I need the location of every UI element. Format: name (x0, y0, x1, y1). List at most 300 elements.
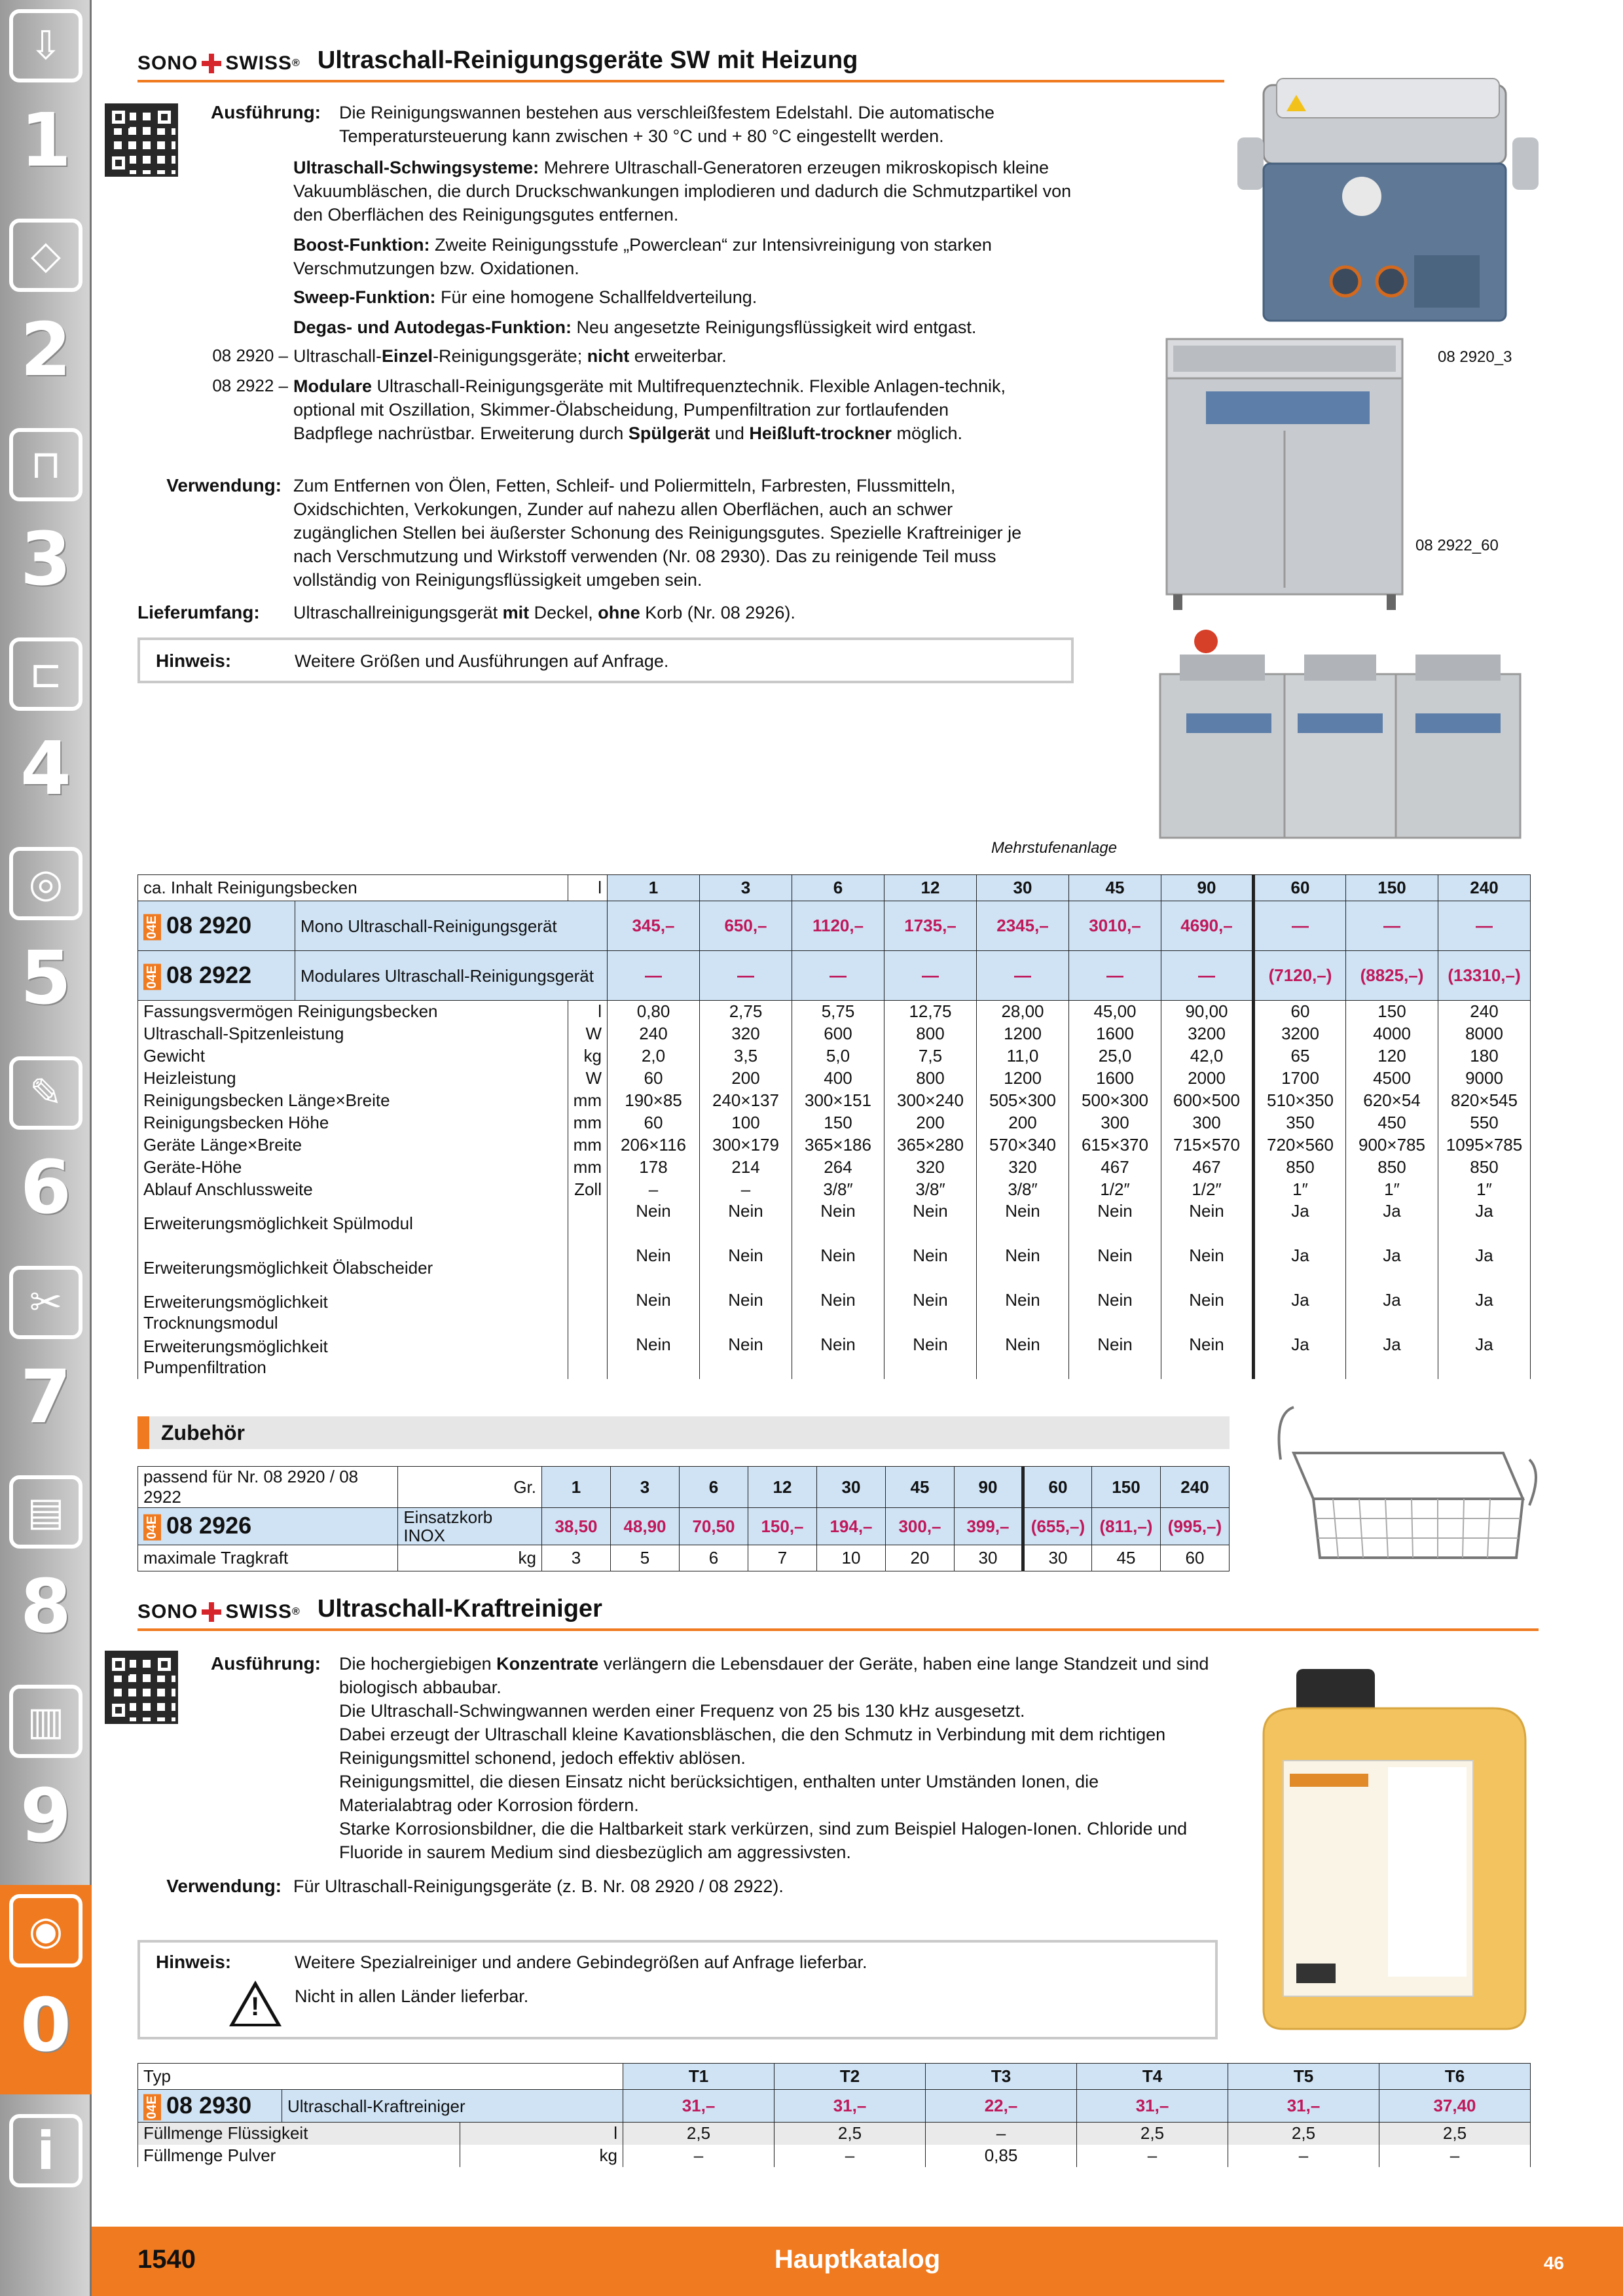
price-cell: — (884, 951, 977, 1001)
chapter-tab-6[interactable] (0, 1047, 92, 1257)
spec-value: 600 (792, 1023, 884, 1045)
spec-value: 715×570 (1161, 1134, 1254, 1157)
spec-value: Nein (1069, 1201, 1161, 1246)
spec-value: Ja (1254, 1201, 1346, 1246)
spec-value: 365×280 (884, 1134, 977, 1157)
spec-value: 150 (792, 1112, 884, 1134)
price-group-badge: 04E (143, 914, 161, 941)
spec-row (138, 1134, 1531, 1157)
spec-value: Ja (1346, 1290, 1438, 1335)
frequency-text: Die Ultraschall-Schwingwannen werden einer Frequenz von 25 bis 130 kHz ausgesetzt. (339, 1701, 1025, 1721)
spec-unit: mm (568, 1134, 607, 1157)
safety-goggles-icon: ◉ (9, 1894, 82, 1967)
spec-name: Ultraschall-Spitzenleistung (138, 1023, 568, 1045)
fill-value: – (1379, 2145, 1531, 2167)
spec-unit: W (568, 1023, 607, 1045)
fill-value: – (1077, 2145, 1228, 2167)
spec-value: 28,00 (977, 1001, 1069, 1023)
spec-value: 1200 (977, 1067, 1069, 1090)
spec-value: 1″ (1346, 1179, 1438, 1201)
hinweis-text: Weitere Spezialreiniger und andere Gebindegrößen auf Anfrage lieferbar. (295, 1952, 867, 1972)
spec-value: 600×500 (1161, 1090, 1254, 1112)
product-row-082920[interactable] (138, 901, 1531, 951)
spec-value: 5,0 (792, 1045, 884, 1067)
article-number: 08 2922 (166, 961, 252, 988)
article-082926[interactable] (138, 1508, 398, 1545)
price-cell: 1735,– (884, 901, 977, 951)
spec-value: 510×350 (1254, 1090, 1346, 1112)
pliers-icon: ✂ (9, 1266, 82, 1339)
product-table-ultrasonic (137, 874, 1531, 1379)
spec-name: Erweiterungsmöglichkeit Pumpenfiltration (138, 1335, 568, 1379)
price-cell: — (792, 951, 884, 1001)
spec-value: 200 (884, 1112, 977, 1134)
spec-value: 720×560 (1254, 1134, 1346, 1157)
fill-label: Füllmenge Pulver (138, 2145, 460, 2167)
chapter-number: 4 (20, 726, 71, 812)
accessory-header-unit: Gr. (398, 1467, 542, 1508)
chapter-tab-2[interactable] (0, 209, 92, 419)
size-header-60: 60 (1023, 1467, 1092, 1508)
spec-value: Ja (1254, 1246, 1346, 1290)
spec-value: Nein (792, 1335, 884, 1379)
spec-name: Geräte-Höhe (138, 1157, 568, 1179)
load-value: 7 (748, 1545, 817, 1571)
spec-value: Nein (608, 1201, 700, 1246)
spec-value: 820×545 (1438, 1090, 1531, 1112)
spec-value: 178 (608, 1157, 700, 1179)
size-header-45: 45 (886, 1467, 955, 1508)
hinweis-box (137, 1940, 1218, 2039)
spec-name: Erweiterungsmöglichkeit Ölabscheider (138, 1246, 568, 1290)
chapter-number: 7 (20, 1355, 71, 1440)
price-cell: 4690,– (1161, 901, 1254, 951)
spec-value: 505×300 (977, 1090, 1069, 1112)
spec-unit: Zoll (568, 1179, 607, 1201)
spec-name: Erweiterungsmöglichkeit Trocknungsmodul (138, 1290, 568, 1335)
chapter-tab-7[interactable] (0, 1257, 92, 1466)
price-cell: 38,50 (542, 1508, 611, 1545)
degas-paragraph: Degas- und Autodegas-Funktion: Neu angesetzte Reinigungsflüssigkeit wird entgast. (293, 317, 977, 337)
price-cell: — (1161, 951, 1254, 1001)
spec-unit: kg (568, 1045, 607, 1067)
price-cell: 1120,– (792, 901, 884, 951)
tool-holder-icon: ⊓ (9, 428, 82, 501)
spec-value: 1/2″ (1161, 1179, 1254, 1201)
verwendung-text: Für Ultraschall-Reinigungsgeräte (z. B. Nr. 08 2920 / 08 2922). (293, 1876, 784, 1896)
table-header-unit: l (568, 875, 607, 901)
sonoswiss-logo: SONO SWISS ® (137, 1601, 301, 1623)
article-code-082922: 08 2922 – (212, 376, 288, 395)
spec-value: 400 (792, 1067, 884, 1090)
wire-basket-photo (1267, 1401, 1542, 1573)
chapter-number: 8 (20, 1564, 71, 1649)
chapter-number: 3 (20, 517, 71, 602)
spec-value: 467 (1161, 1157, 1254, 1179)
fill-value: – (926, 2123, 1077, 2145)
type-header-T3: T3 (926, 2064, 1077, 2090)
spec-row (138, 1112, 1531, 1134)
single-device-photo (1147, 326, 1422, 614)
spec-value: 2,75 (700, 1001, 792, 1023)
chapter-tab-9[interactable] (0, 1676, 92, 1885)
spec-value: 60 (1254, 1001, 1346, 1023)
fill-value: 2,5 (1379, 2123, 1531, 2145)
size-header-90: 90 (955, 1467, 1023, 1508)
price-cell: 150,– (748, 1508, 817, 1545)
spec-value: 570×340 (977, 1134, 1069, 1157)
article-082930[interactable] (138, 2090, 282, 2123)
hinweis-label: Hinweis: (156, 651, 232, 671)
load-value: 30 (1023, 1545, 1092, 1571)
size-header-1: 1 (542, 1467, 611, 1508)
spec-value: Nein (977, 1246, 1069, 1290)
spec-value: Nein (608, 1335, 700, 1379)
catalog-title: Hauptkatalog (774, 2245, 941, 2274)
ausfuehrung-text: Die hochergiebigen Konzentrate verlängern die Lebensdauer der Geräte, haben eine lange Standzeit und sind biologisch abbaubar. (339, 1654, 1209, 1697)
price-cell: — (608, 951, 700, 1001)
spec-value: Nein (884, 1335, 977, 1379)
spec-value: Nein (977, 1335, 1069, 1379)
spec-unit: mm (568, 1090, 607, 1112)
warning-triangle-icon: ! (229, 1981, 282, 2026)
fill-row (138, 2123, 1531, 2145)
price-cell: (13310,–) (1438, 951, 1531, 1001)
spec-value: 1″ (1438, 1179, 1531, 1201)
price-cell: 48,90 (611, 1508, 680, 1545)
multistage-system-photo (1154, 615, 1533, 864)
spec-row (138, 1001, 1531, 1023)
price-cell: (995,–) (1161, 1508, 1230, 1545)
lieferumfang-label: Lieferumfang: (137, 602, 260, 622)
size-header-30: 30 (977, 875, 1069, 901)
swiss-cross-icon (202, 54, 221, 73)
spec-value: 12,75 (884, 1001, 977, 1023)
spec-row (138, 1290, 1531, 1335)
spec-unit: W (568, 1067, 607, 1090)
price-cell: 300,– (886, 1508, 955, 1545)
photo-caption-082920-3: 08 2920_3 (1438, 348, 1512, 366)
spec-value: 8000 (1438, 1023, 1531, 1045)
spec-value: 1600 (1069, 1023, 1161, 1045)
size-header-3: 3 (700, 875, 792, 901)
load-value: 6 (680, 1545, 748, 1571)
hinweis-label: Hinweis: (156, 1952, 232, 1972)
price-cell: — (1438, 901, 1531, 951)
chapter-sidebar (0, 0, 92, 2296)
load-row (138, 1545, 1230, 1571)
size-header-6: 6 (680, 1467, 748, 1508)
verwendung-text: Zum Entfernen von Ölen, Fetten, Schleif- und Poliermitteln, Farbresten, Flussmitteln, Oxidschichten, Verkokungen, Zunder auf nahezu allen Oberflächen, auch an schwer zugänglichen Stellen bei äußerster Schonung des Reinigungsgutes. Spezielle Kraftreiniger je nach Verschmutzung und Wirkstoff verwenden (Nr. 08 2930). Das zu reinigende Teil muss vollständig von Reinigungsflüssigkeit umgeben sein. (293, 476, 1022, 590)
price-cell: (7120,–) (1254, 951, 1346, 1001)
spec-value: Nein (884, 1290, 977, 1335)
hinweis-box (137, 637, 1074, 683)
fill-value: 2,5 (775, 2123, 926, 2145)
spec-value: 3200 (1254, 1023, 1346, 1045)
spec-name: Gewicht (138, 1045, 568, 1067)
product-description: Einsatzkorb INOX (398, 1508, 542, 1545)
sonoswiss-logo: SONO SWISS ® (137, 52, 301, 74)
size-header-12: 12 (748, 1467, 817, 1508)
spec-value: Nein (884, 1201, 977, 1246)
swiss-cross-icon (202, 1602, 221, 1622)
spec-value: 3/8″ (792, 1179, 884, 1201)
spec-value: Nein (977, 1290, 1069, 1335)
spec-value: 900×785 (1346, 1134, 1438, 1157)
load-value: 30 (955, 1545, 1023, 1571)
grinding-disc-icon: ◎ (9, 847, 82, 920)
spec-value: 800 (884, 1023, 977, 1045)
product-row-082922[interactable] (138, 951, 1531, 1001)
size-header-30: 30 (817, 1467, 886, 1508)
spec-value: 2000 (1161, 1067, 1254, 1090)
spec-row (138, 1023, 1531, 1045)
spec-value: 2,0 (608, 1045, 700, 1067)
price-cell: — (1254, 901, 1346, 951)
fill-value: – (623, 2145, 775, 2167)
spec-value: 4000 (1346, 1023, 1438, 1045)
chapter-tab-0[interactable] (0, 1885, 92, 2094)
chapter-number: 1 (20, 98, 71, 183)
ausfuehrung-text: Die Reinigungswannen bestehen aus verschleißfestem Edelstahl. Die automatische Temperatursteuerung kann zwischen + 30 °C und + 80 °C eingestellt werden. (339, 103, 995, 146)
spec-name: Fassungsvermögen Reinigungsbecken (138, 1001, 568, 1023)
price-cell: 31,– (1228, 2090, 1379, 2123)
chapter-number: 6 (20, 1145, 71, 1230)
photo-caption-082922-60: 08 2922_60 (1415, 537, 1499, 554)
wrench-icon: ✎ (9, 1056, 82, 1130)
price-cell: 70,50 (680, 1508, 748, 1545)
spec-unit: mm (568, 1157, 607, 1179)
type-header-T1: T1 (623, 2064, 775, 2090)
drill-bit-icon: ⇩ (9, 9, 82, 82)
size-header-90: 90 (1161, 875, 1254, 901)
price-cell: — (1069, 951, 1161, 1001)
spec-value: 9000 (1438, 1067, 1531, 1090)
spec-value: 42,0 (1161, 1045, 1254, 1067)
spec-value: Nein (1161, 1290, 1254, 1335)
spec-value: 800 (884, 1067, 977, 1090)
price-cell: — (977, 951, 1069, 1001)
size-header-240: 240 (1161, 1467, 1230, 1508)
chapter-tab-i[interactable] (0, 2094, 92, 2296)
table-header-label: ca. Inhalt Reinigungsbecken (138, 875, 568, 901)
price-cell: (811,–) (1092, 1508, 1161, 1545)
toolbox-icon: ▤ (9, 1475, 82, 1549)
schwingsysteme-paragraph: Ultraschall-Schwingsysteme: Mehrere Ultraschall-Generatoren erzeugen mikroskopisch kleine Vakuumbläschen, die durch Druckschwankungen implodieren und dadurch die Schmutzpartikel von den Oberflächen des Reinigungsgutes entfernen. (293, 158, 1072, 224)
cavitation-text: Dabei erzeugt der Ultraschall kleine Kavationsbläschen, die den Schmutz in Verbindung mit dem richtigen Reinigungsmittel schonend, jedoch effektiv ablösen. (339, 1725, 1166, 1768)
load-value: 3 (542, 1545, 611, 1571)
cleaner-canister-photo (1257, 1662, 1532, 2032)
spec-name: Geräte Länge×Breite (138, 1134, 568, 1157)
spec-value: – (608, 1179, 700, 1201)
table-header-label: Typ (138, 2064, 623, 2090)
photo-caption-mehrstufenanlage: Mehrstufenanlage (991, 839, 1118, 857)
spec-unit (568, 1246, 607, 1290)
accessory-header-label: passend für Nr. 08 2920 / 08 2922 (138, 1467, 398, 1508)
price-cell: — (1346, 901, 1438, 951)
verwendung-label: Verwendung: (166, 1876, 282, 1896)
spec-value: 240 (608, 1023, 700, 1045)
fill-label: Füllmenge Flüssigkeit (138, 2123, 460, 2145)
spec-value: 120 (1346, 1045, 1438, 1067)
spec-unit: mm (568, 1112, 607, 1134)
product-row-082926[interactable] (138, 1508, 1230, 1545)
section-title: Ultraschall-Kraftreiniger (317, 1595, 602, 1623)
article-number: 08 2920 (166, 911, 252, 939)
spec-value: 240 (1438, 1001, 1531, 1023)
caliper-icon: ⊏ (9, 637, 82, 711)
chapter-tab-3[interactable] (0, 419, 92, 628)
chapter-tab-4[interactable] (0, 628, 92, 838)
chapter-tab-8[interactable] (0, 1466, 92, 1676)
article-082920[interactable] (138, 901, 295, 951)
spec-value: Ja (1438, 1246, 1531, 1290)
type-header-T6: T6 (1379, 2064, 1531, 2090)
ions-text: Reinigungsmittel, die diesen Einsatz nicht berücksichtigen, enthalten unter Umständen Ionen, die Materialabtrag oder Korrosion fördern. (339, 1772, 1099, 1815)
fill-unit: kg (460, 2145, 623, 2167)
fill-value: – (775, 2145, 926, 2167)
spec-value: Ja (1254, 1335, 1346, 1379)
price-cell: 194,– (817, 1508, 886, 1545)
chapter-number: 0 (20, 1983, 71, 2068)
spec-value: 3200 (1161, 1023, 1254, 1045)
load-value: 20 (886, 1545, 955, 1571)
spec-value: 1600 (1069, 1067, 1161, 1090)
spec-value: Nein (792, 1290, 884, 1335)
spec-value: Nein (1161, 1201, 1254, 1246)
fill-unit: l (460, 2123, 623, 2145)
price-cell: 3010,– (1069, 901, 1161, 951)
spec-unit (568, 1335, 607, 1379)
size-header-150: 150 (1346, 875, 1438, 901)
spec-value: 60 (608, 1067, 700, 1090)
article-082922[interactable] (138, 951, 295, 1001)
spec-value: Nein (1069, 1290, 1161, 1335)
price-group-badge: 04E (143, 964, 161, 990)
spec-value: 214 (700, 1157, 792, 1179)
chapter-number: 5 (20, 936, 71, 1021)
size-header-60: 60 (1254, 875, 1346, 901)
spec-value: 350 (1254, 1112, 1346, 1134)
article-082922-text: Modulare Ultraschall-Reinigungsgeräte mit Multifrequenztechnik. Flexible Anlagen-technik, optional mit Oszillation, Skimmer-Ölabscheidung, Pumpenfiltration zur fortlaufenden Badpflege nachrüstbar. Erweiterung durch Spülgerät und Heißluft-trockner möglich. (293, 376, 1006, 443)
spec-value: 1200 (977, 1023, 1069, 1045)
spec-value: Nein (884, 1246, 977, 1290)
load-value: 10 (817, 1545, 886, 1571)
spec-value: 90,00 (1161, 1001, 1254, 1023)
type-header-T4: T4 (1077, 2064, 1228, 2090)
spec-value: 206×116 (608, 1134, 700, 1157)
spec-name: Reinigungsbecken Länge×Breite (138, 1090, 568, 1112)
spec-value: Nein (1161, 1246, 1254, 1290)
spec-row (138, 1179, 1531, 1201)
spec-value: Nein (792, 1201, 884, 1246)
fill-value: – (1228, 2145, 1379, 2167)
spec-value: Ja (1438, 1201, 1531, 1246)
load-value: 60 (1161, 1545, 1230, 1571)
spec-row (138, 1157, 1531, 1179)
spec-value: 180 (1438, 1045, 1531, 1067)
cabinet-icon: ▥ (9, 1685, 82, 1758)
spec-value: 11,0 (977, 1045, 1069, 1067)
price-cell: 37,40 (1379, 2090, 1531, 2123)
spec-value: Nein (1069, 1335, 1161, 1379)
chapter-number: 9 (20, 1774, 71, 1859)
spec-value: 1095×785 (1438, 1134, 1531, 1157)
type-header-T5: T5 (1228, 2064, 1379, 2090)
size-header-6: 6 (792, 875, 884, 901)
spec-value: Nein (608, 1290, 700, 1335)
price-cell: 345,– (608, 901, 700, 951)
product-table-cleaner (137, 2063, 1531, 2167)
price-cell: (8825,–) (1346, 951, 1438, 1001)
spec-value: Nein (977, 1201, 1069, 1246)
spec-value: 1″ (1254, 1179, 1346, 1201)
ausfuehrung-label: Ausführung: (211, 1653, 321, 1674)
fill-value: 2,5 (1077, 2123, 1228, 2145)
price-cell: — (700, 951, 792, 1001)
spec-value: Ja (1346, 1246, 1438, 1290)
price-group-badge: 04E (143, 1515, 161, 1541)
spec-value: 320 (977, 1157, 1069, 1179)
spec-value: 300 (1161, 1112, 1254, 1134)
spec-value: 200 (977, 1112, 1069, 1134)
size-header-150: 150 (1092, 1467, 1161, 1508)
spec-unit (568, 1201, 607, 1246)
price-cell: 31,– (775, 2090, 926, 2123)
spec-value: 3/8″ (884, 1179, 977, 1201)
spec-value: 264 (792, 1157, 884, 1179)
spec-value: 300×151 (792, 1090, 884, 1112)
load-value: 45 (1092, 1545, 1161, 1571)
spec-value: 240×137 (700, 1090, 792, 1112)
spec-row (138, 1067, 1531, 1090)
spec-value: 45,00 (1069, 1001, 1161, 1023)
size-header-12: 12 (884, 875, 977, 901)
spec-value: Nein (700, 1201, 792, 1246)
chapter-tab-5[interactable] (0, 838, 92, 1047)
spec-value: Ja (1438, 1335, 1531, 1379)
spec-value: Ja (1254, 1290, 1346, 1335)
spec-name: Reinigungsbecken Höhe (138, 1112, 568, 1134)
price-cell: 2345,– (977, 901, 1069, 951)
spec-value: 190×85 (608, 1090, 700, 1112)
spec-value: 100 (700, 1112, 792, 1134)
spec-value: Nein (700, 1290, 792, 1335)
price-cell: 22,– (926, 2090, 1077, 2123)
spec-value: 300×179 (700, 1134, 792, 1157)
price-cell: (655,–) (1023, 1508, 1092, 1545)
chapter-tab-1[interactable] (0, 0, 92, 209)
spec-value: Ja (1346, 1201, 1438, 1246)
spec-value: 467 (1069, 1157, 1161, 1179)
fill-value: 2,5 (623, 2123, 775, 2145)
spec-row (138, 1246, 1531, 1290)
product-row-082930[interactable] (138, 2090, 1531, 2123)
price-cell: 650,– (700, 901, 792, 951)
price-cell: 31,– (623, 2090, 775, 2123)
spec-value: 1700 (1254, 1067, 1346, 1090)
product-description: Mono Ultraschall-Reinigungsgerät (295, 901, 608, 951)
spec-row (138, 1335, 1531, 1379)
section-title: Ultraschall-Reinigungsgeräte SW mit Heizung (317, 46, 858, 74)
spec-value: Ja (1346, 1335, 1438, 1379)
spec-value: 5,75 (792, 1001, 884, 1023)
spec-value: Nein (1069, 1246, 1161, 1290)
size-header-240: 240 (1438, 875, 1531, 901)
page-footer (92, 2227, 1623, 2296)
spec-value: 550 (1438, 1112, 1531, 1134)
size-header-3: 3 (611, 1467, 680, 1508)
